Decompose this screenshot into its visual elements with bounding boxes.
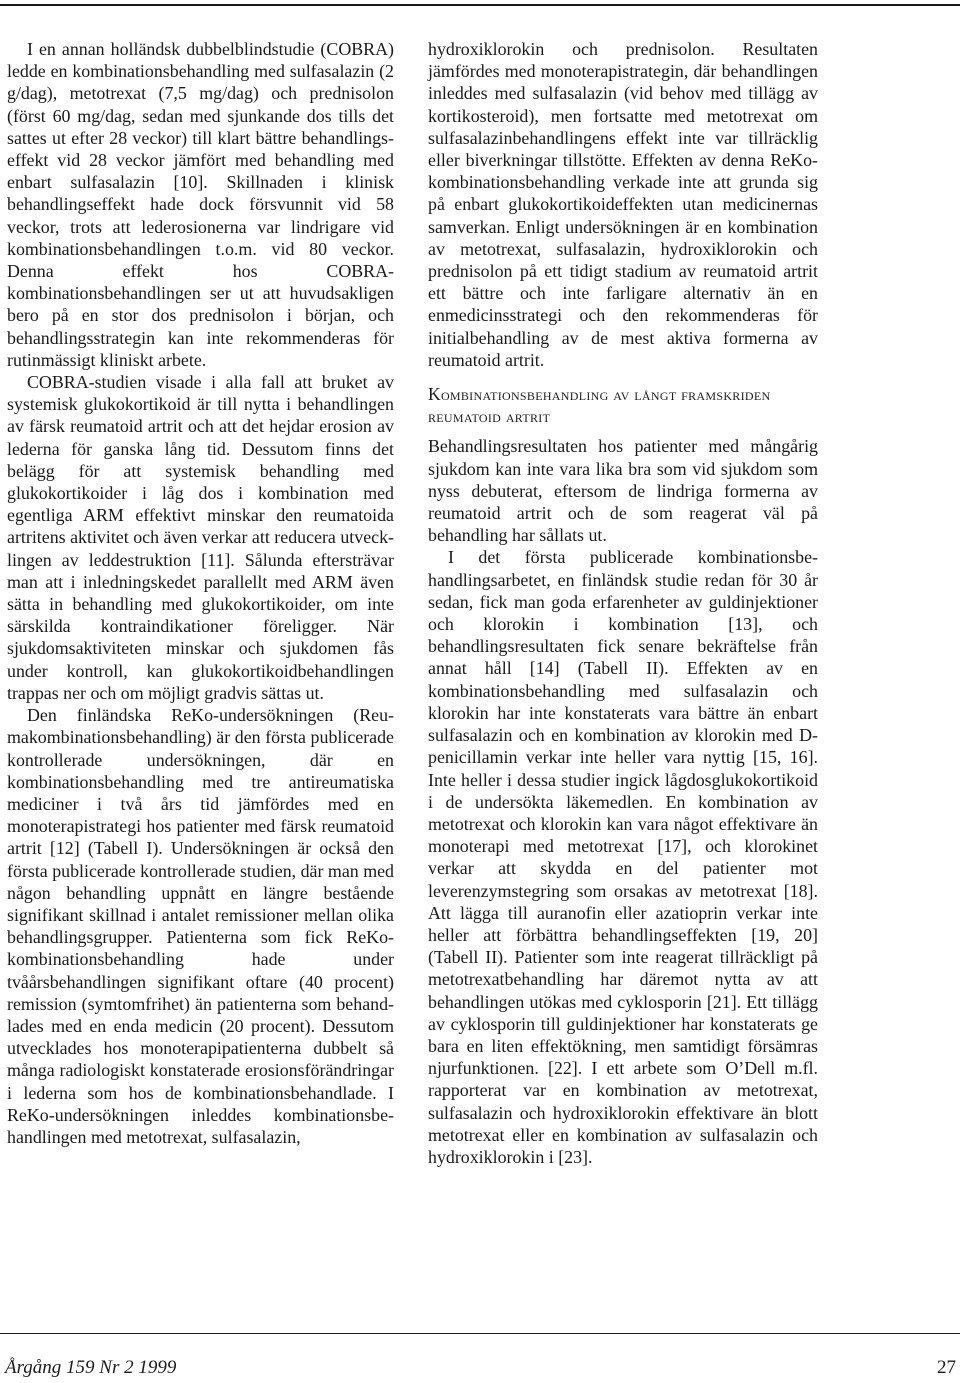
paragraph-glucocorticoid: COBRA-studien visade i alla fall att bruket av systemisk glukokortikoid är till nytta i behandlingen av färsk reumatoid artrit och att det hejdar erosion av lederna för ganska lång tid. Dessutom finns det belägg för att systemisk behandling med glukokortikoider i låg dos i kombination med egentliga ARM effektivt minskar den reumatoida artritens aktivitet och även verkar att reducera utvecklingen av leddestruktion [11]. Sålunda eftersträvar man att i inledningskedet parallellt med ARM även sätta in behandling med glukokortikoider, om inte särskilda kontraindikationer föreligger. När sjukdomsaktiviteten minskar och sjukdomen fås under kontroll, kan glukokortikoidbehandlingen trappas ner och om möjligt gradvis sättas ut. [7,372,394,703]
journal-issue: Årgång 159 Nr 2 1999 [5,1357,177,1378]
right-column [428,38,818,1168]
top-rule [0,4,960,6]
paragraph-combination-studies: I det första publicerade kombinationsbehandlingsarbetet, en finländsk studie redan för 30 år sedan, fick man goda erfarenheter av guldinjektioner och klorokin i kombination [13], och behandlingsresultaten fick senare bekräftelse från annat håll [14] (Tabell II). Effekten av en kombinationsbehandling med sulfasalazin och klorokin har inte konstaterats vara bättre än enbart sulfasalazin och en kombination av klorokin med D-penicillamin verkar inte heller vara nyttig [15, 16]. Inte heller i dessa studier ingick lågdosglukokortikoid i de undersökta läkemedlen. En kombination av metotrexat och klorokin kan vara något effektivare än monoterapi med metotrexat [17], och klorokinet verkar att skydda en del patienter mot leverenzymstegring som orsakas av metotrexat [18]. Att lägga till auranofin eller azatioprin verkar inte heller att förbättra behandlingseffekten [19, 20] (Tabell II). Patienter som inte reagerat tillräckligt på metotrexatbehandling har däremot nytta av att behandlingen utökas med cyklosporin [21]. Ett tillägg av cyklosporin till guldinjektioner har konstaterats ge bara en liten effektökning, men samtidigt försämras njurfunktionen. [22]. I ett arbete som O’Dell m.fl. rapporterat var en kombination av metotrexat, sulfasalazin och hydroxiklorokin effektivare än blott metotrexat eller en kombination av sulfasalazin och hydroxiklorokin i [23]. [428,547,818,1167]
paragraph-reko-results: hydroxiklorokin och prednisolon. Resultaten jämfördes med monoterapistrategin, där behandlingen inleddes med sulfasalazin (vid behov med tillägg av kortikosteroid), men fortsatte med metotrexat om sulfasalazinbehandlingens effekt inte var tillräcklig eller biverkningar tillstötte. Effekten av denna ReKo-kombinationsbehandling verkade inte att grunda sig på enbart glukokortikoideffekten utan medicinernas samverkan. Enligt undersökningen är en kombination av metotrexat, sulfasalazin, hydroxiklorokin och prednisolon på ett tidigt stadium av reumatoid artrit ett bättre och inte farligare alternativ än en enmedicinsstrategi och den rekommenderas för initialbehandling av de mest aktiva formerna av reumatoid artrit. [428,39,818,370]
paragraph-cobra-study: I en annan holländsk dubbelblindstudie (COBRA) ledde en kombinationsbehandling med sulfasalazin (2 g/dag), metotrexat (7,5 mg/dag) och prednisolon (först 60 mg/dag, sedan med sjunkande dos tills det sattes ut efter 28 veckor) till klart bättre behandlingseffekt vid 28 veckor jämfört med behandling med enbart sulfasalazin [10]. Skillnaden i klinisk behandlingseffekt hade dock försvunnit vid 58 veckor, trots att lederosionerna var lindrigare vid kombinationsbehandlingen t.o.m. vid 80 veckor. Denna effekt hos COBRA-kombinationsbehandlingen ser ut att huvudsakligen bero på en stor dos prednisolon i början, och behandlingsstrategin kan inte rekommenderas för rutinmässigt kliniskt arbete. [7,39,394,370]
paragraph-reko-study: Den finländska ReKo-undersökningen (Reumakombinationsbehandling) är den första publicerade kontrollerade undersökningen, där en kombinationsbehandling med tre antireumatiska mediciner i två års tid jämfördes med en monoterapistrategi hos patienter med färsk reumatoid artrit [12] (Tabell I). Undersökningen är också den första publicerade kontrollerade studien, där man med någon behandling uppnått en längre bestående signifikant skillnad i antalet remissioner mellan olika behandlingsgrupper. Patienterna som fick ReKo-kombinationsbehandling hade under tvåårsbehandlingen signifikant oftare (40 procent) remission (symtomfrihet) än patienterna som behandlades med en enda medicin (20 procent). Dessutom utvecklades hos monoterapipatienterna dubbelt så många radiologiskt konstaterade erosionsförändringar i lederna som hos de kombinationsbehandlade. I ReKo-undersökningen inleddes kombinationsbehandlingen med metotrexat, sulfasalazin, [7,705,394,1147]
left-column [7,38,394,1148]
page-number: 27 [937,1357,956,1378]
paragraph-treatment-results: Behandlingsresultaten hos patienter med mångårig sjukdom kan inte vara lika bra som vid sjukdom som nyss debuterat, eftersom de lindriga formerna av reumatoid artrit och de som reagerat väl på behandling har sållats ut. [428,436,818,546]
footer-rule [0,1333,960,1334]
section-heading: Kombinationsbehandling av långt framskriden reumatoid artrit [428,384,771,427]
